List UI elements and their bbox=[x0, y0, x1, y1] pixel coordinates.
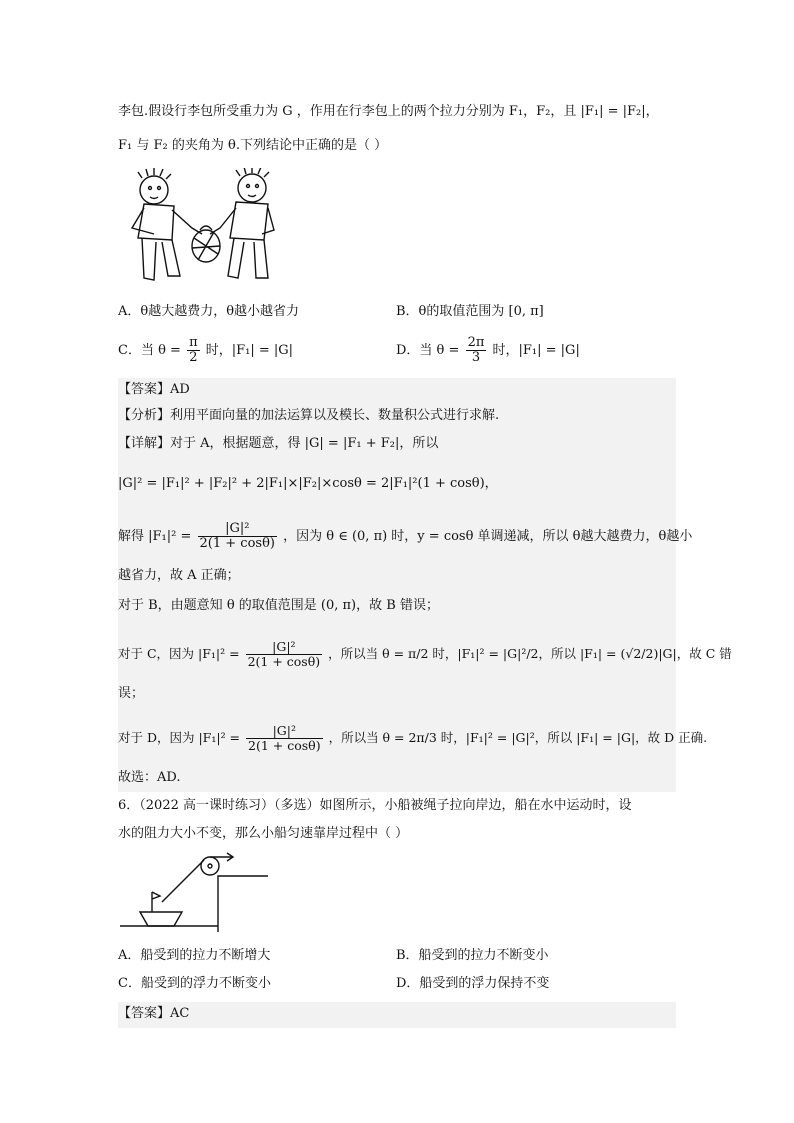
q5-detail-6-fraction bbox=[246, 640, 323, 669]
q5-detail-8-prefix: 对于 D，因为 |F₁|² = bbox=[118, 730, 241, 745]
q6-answer-block bbox=[118, 1002, 676, 1028]
q5-detail-1: 【详解】对于 A，根据题意，得 |G| = |F₁ + F₂|，所以 bbox=[118, 436, 439, 451]
q5-option-c-prefix: C．当 θ = bbox=[118, 343, 181, 358]
q5-detail-8 bbox=[118, 724, 707, 753]
q5-detail-9: 故选：AD. bbox=[118, 770, 181, 785]
q5-detail-6-den: 2(1 + cosθ) bbox=[247, 654, 321, 669]
two-kids-carrying-bag-figure bbox=[124, 168, 284, 290]
q5-option-c-fraction bbox=[187, 336, 200, 365]
q5-option-d-den: 3 bbox=[471, 350, 481, 365]
q5-detail-8-num: |G|² bbox=[246, 724, 323, 739]
q5-detail-3-suffix: ，因为 θ ∈ (0, π) 时，y = cosθ 单调递减，所以 θ越大越费力，θ越小 bbox=[283, 529, 693, 544]
q5-detail-3-num: |G|² bbox=[198, 522, 277, 537]
q5-option-d bbox=[396, 336, 580, 365]
q5-detail-8-mid: ，所以当 θ = 2π/3 时，|F₁|² = |G|²，所以 |F₁| = |G|，故 D 正确. bbox=[328, 730, 708, 745]
q6-option-c: C．船受到的浮力不断变小 bbox=[118, 976, 271, 991]
q5-detail-3 bbox=[118, 522, 692, 551]
q5-detail-8-den: 2(1 + cosθ) bbox=[248, 738, 321, 753]
q6-option-d: D．船受到的浮力保持不变 bbox=[396, 976, 550, 991]
q5-detail-3-fraction bbox=[198, 522, 277, 551]
q6-stem-line2: 水的阻力大小不变，那么小船匀速靠岸过程中（ ） bbox=[118, 826, 409, 841]
boat-pulley-figure bbox=[118, 852, 278, 936]
q5-detail-3-den: 2(1 + cosθ) bbox=[199, 536, 275, 551]
q5-detail-6-mid: ，所以当 θ = π/2 时，|F₁|² = |G|²/2，所以 |F₁| = (√2/2)|G|，故 C 错 bbox=[328, 646, 732, 661]
q5-option-b: B．θ的取值范围为 [0, π] bbox=[396, 304, 544, 319]
q6-option-a: A．船受到的拉力不断增大 bbox=[118, 948, 271, 963]
q5-detail-7: 误； bbox=[118, 686, 145, 701]
q6-answer: 【答案】AC bbox=[118, 1006, 190, 1021]
q5-option-c-suffix: 时，|F₁| = |G| bbox=[205, 343, 294, 358]
q5-detail-6-prefix: 对于 C，因为 |F₁|² = bbox=[118, 646, 240, 661]
q5-detail-2: |G|² = |F₁|² + |F₂|² + 2|F₁|×|F₂|×cosθ = 2|F₁|²(1 + cosθ)， bbox=[118, 476, 498, 491]
q5-option-d-prefix: D．当 θ = bbox=[396, 343, 460, 358]
q5-detail-3-prefix: 解得 |F₁|² = bbox=[118, 529, 192, 544]
q5-analysis: 【分析】利用平面向量的加法运算以及模长、数量积公式进行求解. bbox=[118, 408, 500, 423]
q5-stem-line1: 李包.假设行李包所受重力为 G ，作用在行李包上的两个拉力分别为 F₁，F₂，且 |F₁| = |F₂|， bbox=[118, 104, 659, 119]
q6-stem-line1: 6．（2022 高一课时练习）（多选）如图所示，小船被绳子拉向岸边，船在水中运动时，设 bbox=[118, 798, 632, 813]
q5-detail-6 bbox=[118, 640, 732, 669]
q5-option-c bbox=[118, 336, 293, 365]
q5-detail-6-num: |G|² bbox=[246, 640, 323, 655]
q5-detail-5: 对于 B，由题意知 θ 的取值范围是 (0, π)，故 B 错误； bbox=[118, 598, 439, 613]
q5-option-d-fraction bbox=[466, 336, 487, 365]
q6-option-b: B．船受到的拉力不断变小 bbox=[396, 948, 549, 963]
q5-option-d-suffix: 时，|F₁| = |G| bbox=[492, 343, 580, 358]
q5-option-d-num: 2π bbox=[467, 335, 485, 350]
q5-answer: 【答案】AD bbox=[118, 382, 190, 397]
q5-detail-4: 越省力，故 A 正确； bbox=[118, 568, 240, 583]
q5-option-c-den: 2 bbox=[189, 350, 198, 365]
q5-stem-line2: F₁ 与 F₂ 的夹角为 θ.下列结论中正确的是（ ） bbox=[118, 138, 388, 153]
q5-option-c-num: π bbox=[189, 335, 198, 350]
q5-option-a: A．θ越大越费力，θ越小越省力 bbox=[118, 304, 300, 319]
q5-detail-8-fraction bbox=[246, 724, 323, 753]
